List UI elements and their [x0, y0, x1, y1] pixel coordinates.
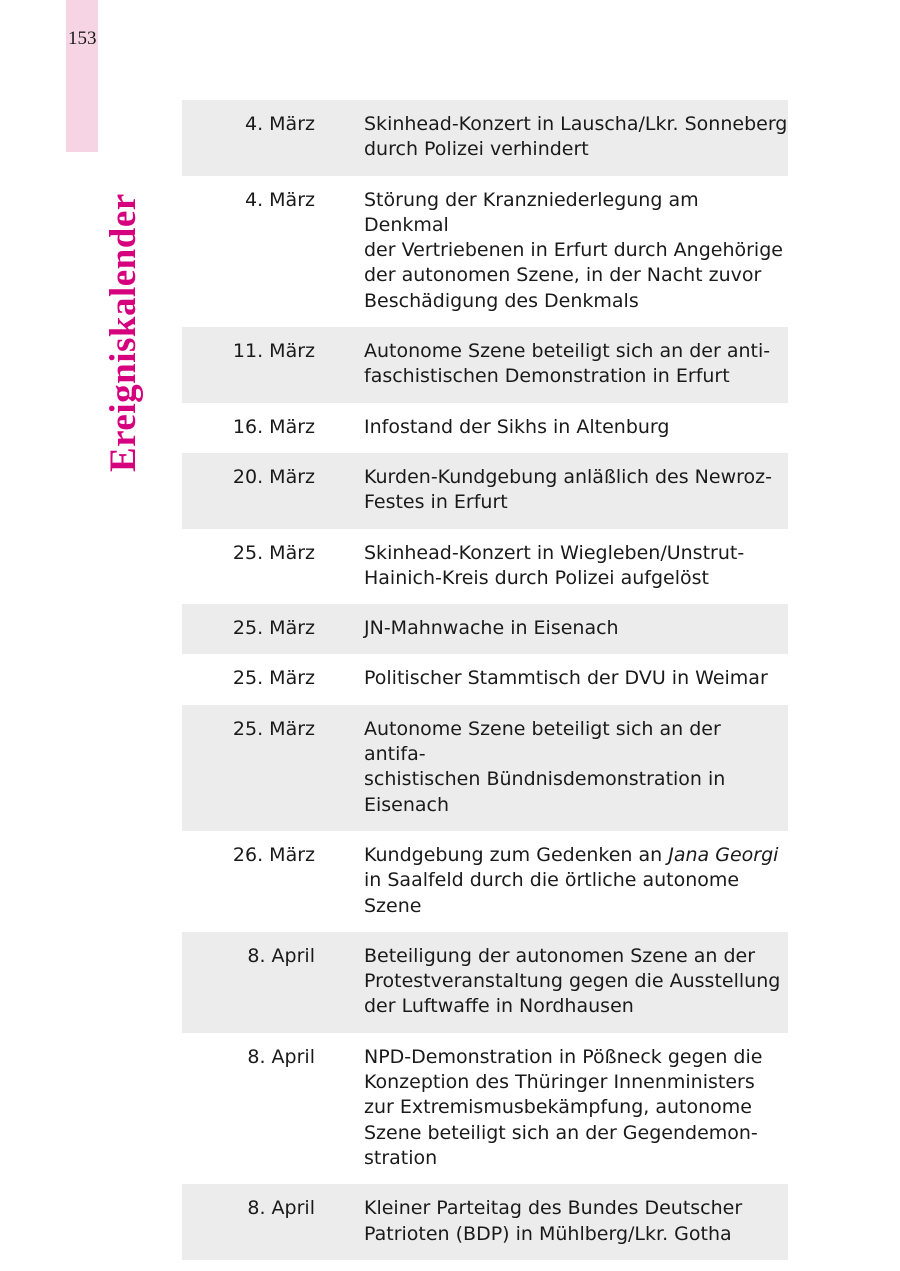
event-row: [182, 403, 788, 453]
event-row: [182, 453, 788, 529]
person-name: Jana Georgi: [668, 843, 779, 866]
event-description-text: Kundgebung zum Gedenken an: [364, 843, 669, 866]
event-description: NPD-Demonstration in Pößneck gegen die Konzeption des Thüringer Innenministers zur Extremismusbekämpfung, autonome Szene beteiligt sich an der Gegendemon- stration: [364, 1045, 763, 1169]
event-row: [182, 529, 788, 605]
event-description: Skinhead-Konzert in Wiegleben/Unstrut- Hainich-Kreis durch Polizei aufgelöst: [364, 541, 745, 589]
event-date: 4. März: [245, 113, 315, 135]
event-calendar-table: [182, 100, 788, 1260]
event-date: 26. März: [232, 843, 315, 866]
event-date: 25. März: [232, 717, 315, 740]
event-description: Skinhead-Konzert in Lauscha/Lkr. Sonneberg durch Polizei verhindert: [364, 113, 788, 161]
event-date: 11. März: [232, 340, 315, 363]
event-description: JN-Mahnwache in Eisenach: [364, 617, 619, 640]
event-row: [182, 1033, 788, 1184]
section-title: Ereigniskalender: [103, 193, 144, 472]
event-row: [182, 604, 788, 654]
event-description: Kurden-Kundgebung anläßlich des Newroz- Festes in Erfurt: [364, 465, 772, 514]
event-row: [182, 705, 788, 831]
event-row: [182, 1184, 788, 1260]
event-date: 4. März: [245, 188, 315, 211]
event-description: Kleiner Parteitag des Bundes Deutscher Patrioten (BDP) in Mühlberg/Lkr. Gotha: [364, 1197, 743, 1245]
event-description: Infostand der Sikhs in Altenburg: [364, 415, 670, 438]
event-row: [182, 932, 788, 1033]
event-row: [182, 654, 788, 704]
event-date: 8. April: [247, 1197, 315, 1220]
event-date: 16. März: [232, 415, 315, 438]
page-number: 153: [68, 28, 97, 49]
margin-color-strip: [66, 0, 98, 152]
event-date: 25. März: [232, 617, 315, 640]
event-description: Störung der Kranzniederlegung am Denkmal der Vertriebenen in Erfurt durch Angehörige der autonomen Szene, in der Nacht zuvor Beschädigung des Denkmals: [364, 188, 783, 312]
event-row: [182, 176, 788, 327]
event-date: 25. März: [232, 667, 315, 690]
event-date: 25. März: [232, 541, 315, 564]
event-description: [364, 843, 788, 919]
event-row: [182, 327, 788, 403]
event-description: Autonome Szene beteiligt sich an der anti- faschistischen Demonstration in Erfurt: [364, 340, 771, 388]
event-description-text: in Saalfeld durch die örtliche autonome Szene: [364, 869, 740, 917]
event-description: Beteiligung der autonomen Szene an der Protestveranstaltung gegen die Ausstellung der Luftwaffe in Nordhausen: [364, 944, 781, 1018]
event-date: 8. April: [247, 944, 315, 967]
event-description: Politischer Stammtisch der DVU in Weimar: [364, 667, 768, 690]
event-row: [182, 831, 788, 932]
event-row: [182, 100, 788, 176]
event-date: 20. März: [232, 465, 315, 488]
event-date: 8. April: [247, 1045, 315, 1068]
event-description: Autonome Szene beteiligt sich an der antifa- schistischen Bündnisdemonstration in Eisenach: [364, 717, 726, 816]
